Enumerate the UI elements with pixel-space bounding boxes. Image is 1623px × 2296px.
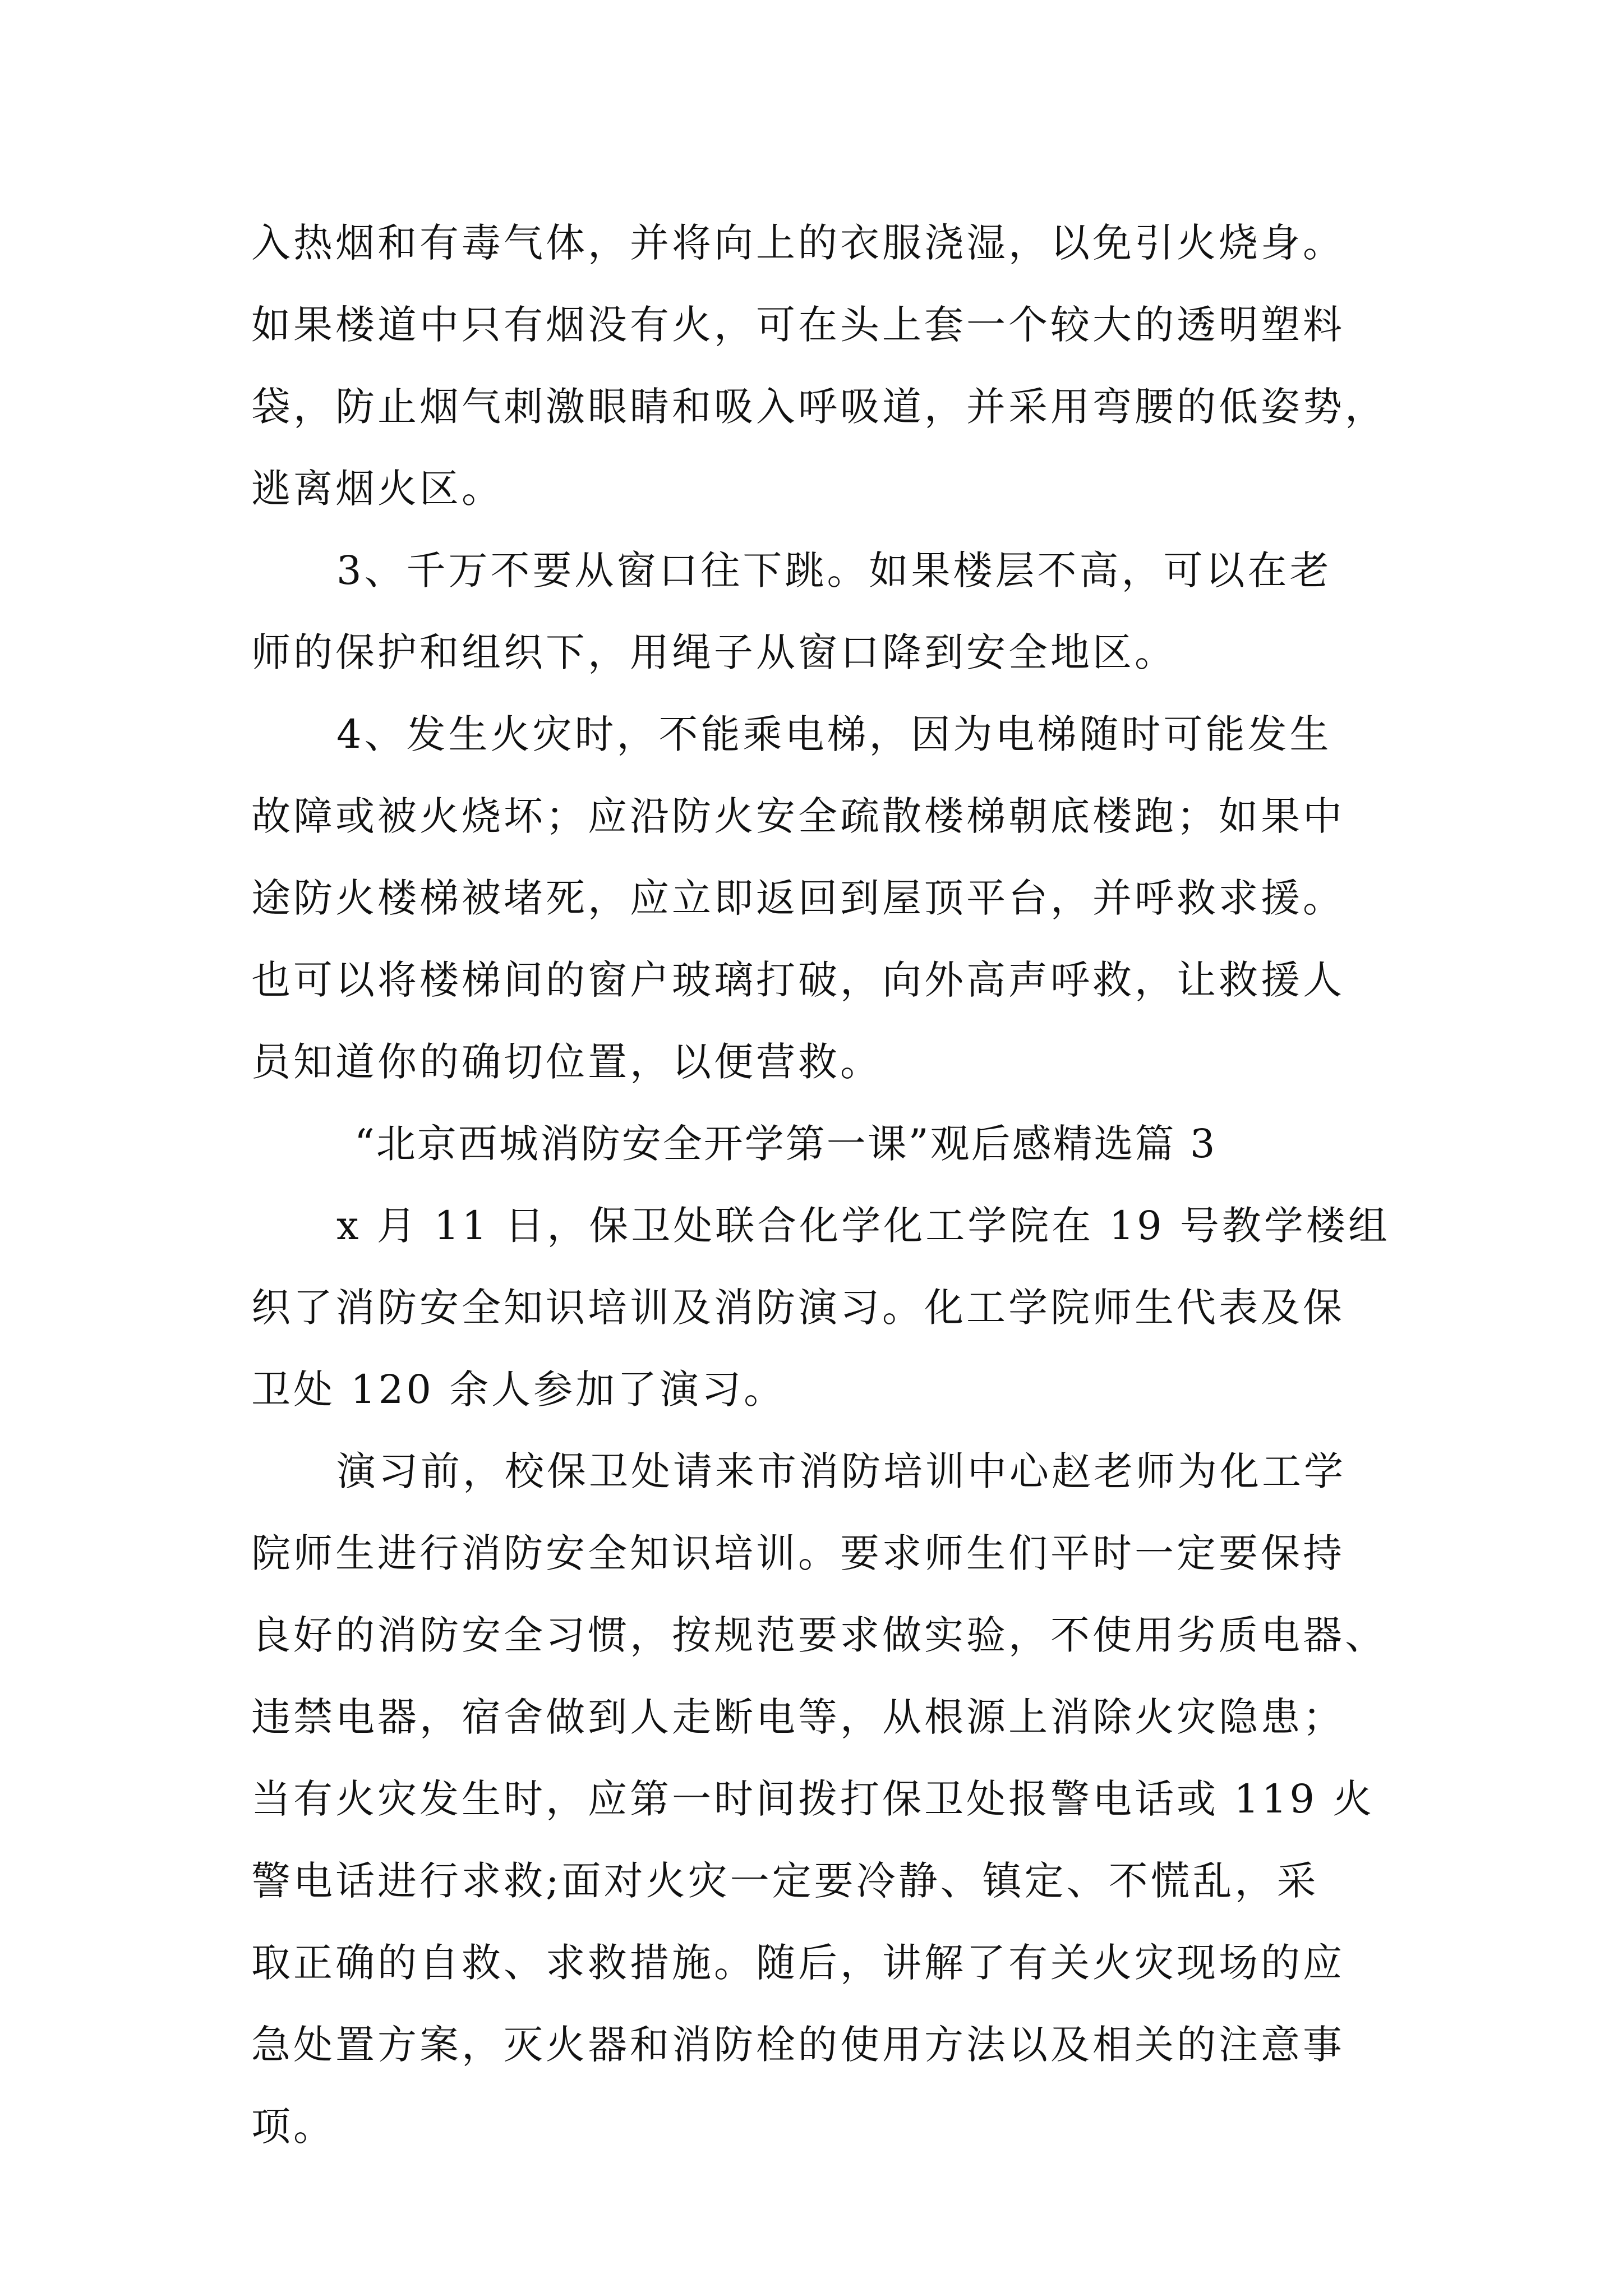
section-title: “北京西城消防安全开学第一课”观后感精选篇 3 — [354, 1121, 1217, 1167]
text-line: 良好的消防安全习惯，按规范要求做实验，不使用劣质电器、 — [251, 1612, 1387, 1658]
text-line: 故障或被火烧坏；应沿防火安全疏散楼梯朝底楼跑；如果中 — [251, 793, 1345, 839]
text-line: 当有火灾发生时，应第一时间拨打保卫处报警电话或 119 火 — [251, 1776, 1375, 1822]
text-line: x 月 11 日，保卫处联合化学化工学院在 19 号教学楼组 — [336, 1203, 1390, 1249]
text-line: 项。 — [251, 2104, 335, 2150]
text-line: 如果楼道中只有烟没有火，可在头上套一个较大的透明塑料 — [251, 302, 1345, 348]
text-line: 警电话进行求救;面对火灾一定要冷静、镇定、不慌乱，采 — [251, 1858, 1319, 1904]
text-line: 员知道你的确切位置，以便营救。 — [251, 1039, 882, 1085]
text-line: 演习前，校保卫处请来市消防培训中心赵老师为化工学 — [336, 1448, 1346, 1494]
text-line: 袋，防止烟气刺激眼睛和吸入呼吸道，并采用弯腰的低姿势， — [251, 384, 1387, 430]
text-line: 师的保护和组织下，用绳子从窗口降到安全地区。 — [251, 629, 1177, 675]
text-line: 入热烟和有毒气体，并将向上的衣服浇湿，以免引火烧身。 — [251, 220, 1345, 266]
text-line: 违禁电器，宿舍做到人走断电等，从根源上消除火灾隐患； — [251, 1694, 1345, 1740]
text-line: 院师生进行消防安全知识培训。要求师生们平时一定要保持 — [251, 1530, 1345, 1576]
text-line: 逃离烟火区。 — [251, 466, 504, 512]
text-line: 卫处 120 余人参加了演习。 — [251, 1366, 786, 1412]
text-line: 3、千万不要从窗口往下跳。如果楼层不高，可以在老 — [336, 547, 1332, 593]
text-line: 取正确的自救、求救措施。随后，讲解了有关火灾现场的应 — [251, 1940, 1345, 1986]
text-line: 途防火楼梯被堵死，应立即返回到屋顶平台，并呼救求援。 — [251, 875, 1345, 921]
text-line: 织了消防安全知识培训及消防演习。化工学院师生代表及保 — [251, 1285, 1345, 1331]
text-line: 急处置方案，灭火器和消防栓的使用方法以及相关的注意事 — [251, 2022, 1345, 2068]
text-line: 4、发生火灾时，不能乘电梯，因为电梯随时可能发生 — [336, 711, 1332, 757]
text-line: 也可以将楼梯间的窗户玻璃打破，向外高声呼救，让救援人 — [251, 957, 1345, 1003]
